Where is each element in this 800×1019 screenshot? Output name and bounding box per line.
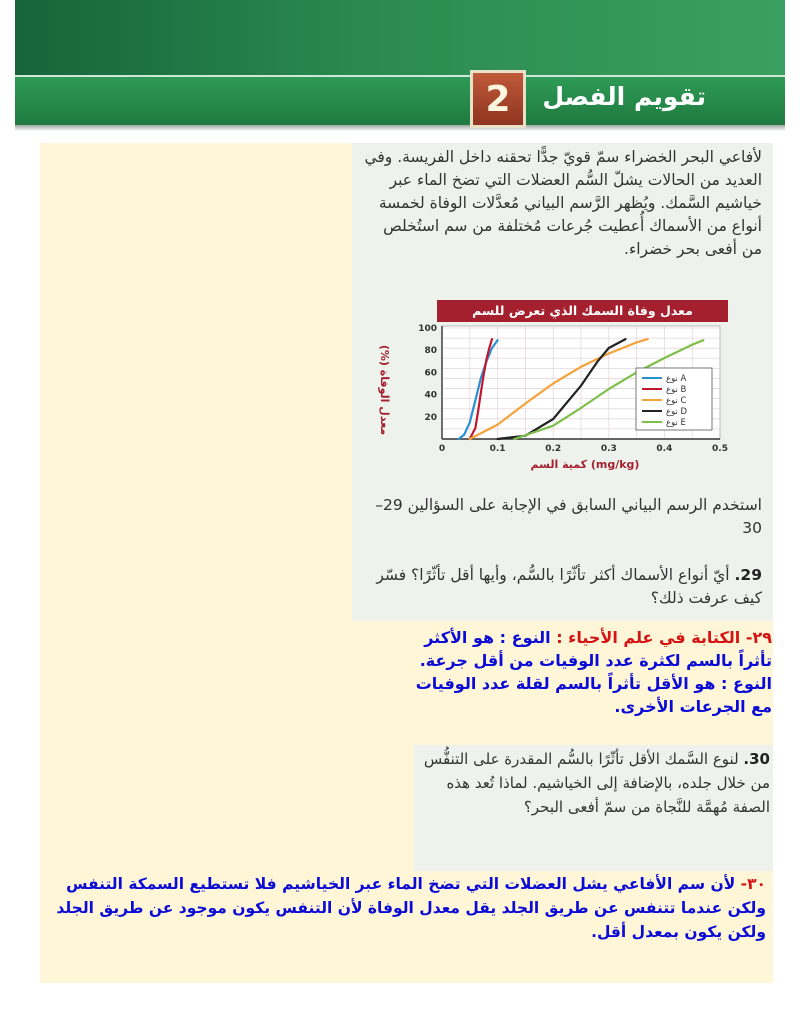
x-tick-label: 0.1	[489, 444, 506, 454]
x-tick-label: 0.3	[600, 444, 617, 454]
x-tick-label: 0	[438, 444, 446, 454]
x-tick-label: 0.2	[545, 444, 562, 454]
legend-label: نوع C	[666, 396, 687, 406]
header-background	[15, 0, 785, 75]
mortality-chart	[395, 322, 740, 460]
answer-29-line4: مع الجرعات الأخرى.	[614, 697, 772, 716]
chart-legend	[636, 368, 712, 430]
legend-label: نوع E	[666, 418, 686, 428]
y-tick-label: 60	[424, 368, 437, 379]
y-axis-label: معدل الوفاة (%)	[378, 344, 391, 436]
answer-30	[44, 872, 766, 944]
answer-29-line3: النوع : هو الأقل تأثراً بالسم لقلة عدد الوفيات	[415, 674, 772, 693]
chapter-number-badge	[470, 70, 526, 128]
question-30-number: 30.	[743, 750, 770, 768]
y-tick-label: 80	[424, 346, 437, 357]
answer-29	[360, 626, 772, 718]
chapter-number: 2	[485, 78, 511, 120]
x-tick-label: 0.5	[712, 444, 728, 454]
answer-30-text: لأن سم الأفاعي يشل العضلات التي تضخ الماء عبر الخياشيم فلا تستطيع السمكة التنفس ولكن عندما تتنفس عن طريق الجلد يقل معدل الوفاة لأن التنفس يكون موجود عن طريق الجلد ولكن يكون بمعدل أقل.	[56, 875, 766, 941]
y-tick-label: 100	[418, 324, 437, 334]
answer-29-line2: تأثراً بالسم لكثرة عدد الوفيات من أقل جرعة.	[419, 651, 772, 670]
page-title: تقويم الفصل	[542, 82, 706, 111]
legend-label: نوع B	[666, 385, 687, 395]
legend-label: نوع A	[666, 374, 687, 384]
answer-30-label: ٣٠-	[740, 875, 766, 893]
question-29	[362, 564, 762, 610]
answer-29-label: ٢٩- الكتابة في علم الأحياء :	[556, 628, 772, 647]
question-29-number: 29.	[734, 566, 762, 584]
y-tick-label: 20	[424, 412, 437, 423]
legend-label: نوع D	[666, 407, 688, 417]
answer-29-line1: النوع : هو الأكثر	[424, 628, 557, 647]
y-tick-label: 40	[424, 390, 437, 401]
x-tick-label: 0.4	[656, 444, 673, 454]
question-30	[420, 747, 770, 819]
instruction-text: استخدم الرسم البياني السابق في الإجابة على السؤالين 29–30	[375, 496, 762, 537]
header-shadow	[15, 125, 785, 131]
question-29-text: أيّ أنواع الأسماك أكثر تأثّرًا بالسُّم، وأيها أقل تأثّرًا؟ فسّر كيف عرفت ذلك؟	[376, 566, 762, 607]
intro-paragraph: لأفاعي البحر الخضراء سمّ قويّ جدًّا تحقنه داخل الفريسة. وفي العديد من الحالات يشلّ السُّم العضلات التي تضخ الماء عبر خياشيم السَّمك. ويُظهر الرَّسم البياني مُعدَّلات الوفاة لخمسة أنواع من الأسماك أُعطيت جُرعات مُختلفة من سم استُخلص من أفعى بحر خضراء.	[364, 148, 762, 258]
x-axis-label: كمية السم (mg/kg)	[530, 458, 640, 471]
y-axis-label-box	[366, 340, 396, 440]
chart-title: معدل وفاة السمك الذي تعرض للسم	[437, 300, 728, 322]
question-30-text: لنوع السَّمك الأقل تأثّرًا بالسُّم المقدرة على التنفُّس من خلال جلده، بالإضافة إلى الخياشيم. لماذا تُعد هذه الصفة مُهمَّة للنَّجاة من سمّ أفعى البحر؟	[423, 750, 770, 816]
